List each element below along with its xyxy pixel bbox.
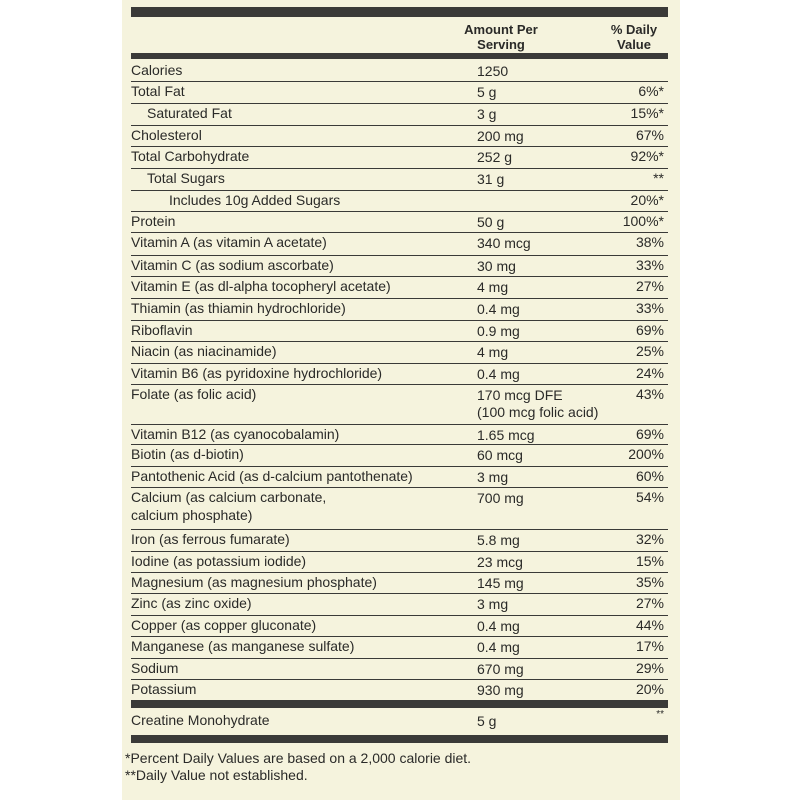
nutrient-daily-value: 24% [635, 365, 664, 381]
nutrient-amount: 3 g [477, 106, 497, 122]
nutrient-name: Vitamin C (as sodium ascorbate) [131, 257, 334, 273]
nutrient-amount: 145 mg [477, 575, 524, 591]
nutrient-name: Zinc (as zinc oxide) [131, 595, 252, 611]
nutrient-name: Vitamin A (as vitamin A acetate) [131, 234, 327, 250]
nutrient-name: Magnesium (as magnesium phosphate) [131, 574, 377, 590]
nutrient-daily-value: 20%* [630, 192, 664, 208]
table-row [131, 529, 668, 552]
bottom-rule [131, 735, 668, 743]
nutrient-daily-value: 29% [635, 660, 664, 676]
nutrient-name: Vitamin B12 (as cyanocobalamin) [131, 426, 340, 442]
nutrient-name: Creatine Monohydrate [131, 712, 270, 728]
table-row [131, 232, 668, 256]
table-row [131, 551, 668, 573]
nutrient-name: Calcium (as calcium carbonate, [131, 489, 327, 505]
nutrient-name: Copper (as copper gluconate) [131, 617, 317, 633]
nutrient-daily-value: 35% [635, 574, 664, 590]
nutrient-daily-value: 200% [628, 446, 664, 462]
nutrient-amount: 0.4 mg [477, 618, 520, 634]
nutrient-daily-value: 20% [635, 681, 664, 697]
nutrient-name: Iron (as ferrous fumarate) [131, 531, 290, 547]
nutrient-amount: 0.9 mg [477, 323, 520, 339]
nutrient-daily-value: ** [653, 170, 664, 186]
amount-header-line2: Serving [477, 37, 525, 52]
nutrient-daily-value: 44% [635, 617, 664, 633]
nutrient-daily-value: 27% [635, 278, 664, 294]
nutrient-amount: 252 g [477, 149, 513, 165]
nutrient-amount: 31 g [477, 171, 505, 187]
nutrient-amount: 700 mg [477, 490, 524, 506]
table-row [131, 384, 668, 425]
nutrient-name: Manganese (as manganese sulfate) [131, 638, 355, 654]
nutrient-amount: 23 mcg [477, 554, 523, 570]
table-row [131, 320, 668, 342]
table-row [131, 255, 668, 277]
nutrient-amount: 5 g [477, 84, 497, 100]
table-row [131, 466, 668, 488]
nutrient-amount: 4 mg [477, 279, 509, 295]
nutrient-name: Calories [131, 62, 183, 78]
nutrient-name: Sodium [131, 660, 179, 676]
top-rule [131, 7, 668, 17]
amount-per-serving-header [441, 22, 561, 52]
nutrient-name: Pantothenic Acid (as d-calcium pantothenate) [131, 468, 413, 484]
nutrient-amount: 200 mg [477, 128, 524, 144]
table-row [131, 679, 668, 700]
nutrient-amount: 1250 [477, 63, 509, 79]
dv-header-line1: % Daily [610, 22, 658, 37]
nutrient-daily-value: 43% [635, 386, 664, 402]
table-row [131, 341, 668, 364]
nutrient-daily-value: 54% [635, 489, 664, 505]
nutrient-daily-value: 67% [635, 127, 664, 143]
supplement-facts-label [125, 0, 668, 800]
table-row [131, 276, 668, 299]
nutrient-amount: 5 g [477, 713, 497, 729]
table-row [131, 593, 668, 616]
nutrient-daily-value: 100%* [622, 213, 664, 229]
nutrient-amount: 670 mg [477, 661, 524, 677]
nutrient-name: Iodine (as potassium iodide) [131, 553, 307, 569]
nutrient-amount: 0.4 mg [477, 639, 520, 655]
nutrient-daily-value: 32% [635, 531, 664, 547]
nutrient-name: Thiamin (as thiamin hydrochloride) [131, 300, 346, 316]
nutrient-amount: 170 mcg DFE [477, 387, 563, 403]
nutrient-daily-value: 15% [635, 553, 664, 569]
table-row [131, 424, 668, 445]
table-row [131, 190, 668, 212]
nutrient-name: Niacin (as niacinamide) [131, 343, 277, 359]
nutrient-name: Total Fat [131, 83, 185, 99]
table-row [131, 658, 668, 680]
table-row [131, 363, 668, 385]
nutrient-name: Includes 10g Added Sugars [169, 192, 341, 208]
table-row [131, 444, 668, 467]
nutrient-amount: 3 mg [477, 596, 509, 612]
nutrient-name: Biotin (as d-biotin) [131, 446, 244, 462]
table-row [131, 168, 668, 191]
table-row [131, 487, 668, 530]
table-row [131, 636, 668, 659]
nutrient-amount: 4 mg [477, 344, 509, 360]
nutrient-name: Vitamin B6 (as pyridoxine hydrochloride) [131, 365, 383, 381]
nutrient-name-line2: calcium phosphate) [131, 507, 253, 523]
footnote-dv-not-established: **Daily Value not established. [125, 767, 308, 783]
table-row [131, 81, 668, 104]
nutrient-daily-value: 69% [635, 426, 664, 442]
nutrient-daily-value: 25% [635, 343, 664, 359]
footnote-percent-dv: *Percent Daily Values are based on a 2,000 calorie diet. [125, 750, 472, 766]
table-row [131, 615, 668, 637]
table-row [131, 125, 668, 147]
nutrient-name: Total Carbohydrate [131, 148, 250, 164]
nutrient-amount: 340 mcg [477, 235, 531, 251]
table-row [131, 60, 668, 82]
section-rule [131, 700, 668, 708]
nutrient-daily-value: 92%* [630, 148, 664, 164]
header-rule [131, 53, 668, 59]
table-row [131, 103, 668, 126]
nutrient-amount: 30 mg [477, 258, 516, 274]
nutrient-amount: 0.4 mg [477, 301, 520, 317]
nutrient-name: Protein [131, 213, 176, 229]
nutrient-amount: 5.8 mg [477, 532, 520, 548]
nutrient-amount-line2: (100 mcg folic acid) [477, 404, 599, 420]
nutrient-name: Saturated Fat [147, 105, 232, 121]
nutrient-daily-value: 15%* [630, 105, 664, 121]
dv-header-line2: Value [617, 37, 651, 52]
creatine-row [131, 710, 668, 732]
nutrient-amount: 50 g [477, 214, 505, 230]
nutrient-amount: 930 mg [477, 682, 524, 698]
table-row [131, 211, 668, 233]
nutrient-daily-value: 33% [635, 257, 664, 273]
daily-value-header [599, 22, 669, 52]
nutrient-daily-value: 69% [635, 322, 664, 338]
table-row [131, 572, 668, 594]
nutrient-daily-value: 27% [635, 595, 664, 611]
amount-header-line1: Amount Per [464, 22, 538, 37]
nutrient-daily-value: ** [656, 709, 664, 720]
table-row [131, 298, 668, 321]
nutrient-name: Potassium [131, 681, 197, 697]
nutrient-daily-value: 6%* [638, 83, 664, 99]
nutrient-name: Riboflavin [131, 322, 193, 338]
nutrient-daily-value: 17% [635, 638, 664, 654]
nutrient-daily-value: 38% [635, 234, 664, 250]
nutrient-name: Vitamin E (as dl-alpha tocopheryl acetate) [131, 278, 391, 294]
nutrient-amount: 0.4 mg [477, 366, 520, 382]
nutrient-amount: 60 mcg [477, 447, 523, 463]
nutrient-name: Total Sugars [147, 170, 225, 186]
nutrient-daily-value: 33% [635, 300, 664, 316]
nutrient-name: Folate (as folic acid) [131, 386, 257, 402]
nutrient-amount: 1.65 mcg [477, 427, 535, 443]
table-row [131, 146, 668, 169]
nutrient-name: Cholesterol [131, 127, 202, 143]
nutrient-amount: 3 mg [477, 469, 509, 485]
nutrient-daily-value: 60% [635, 468, 664, 484]
